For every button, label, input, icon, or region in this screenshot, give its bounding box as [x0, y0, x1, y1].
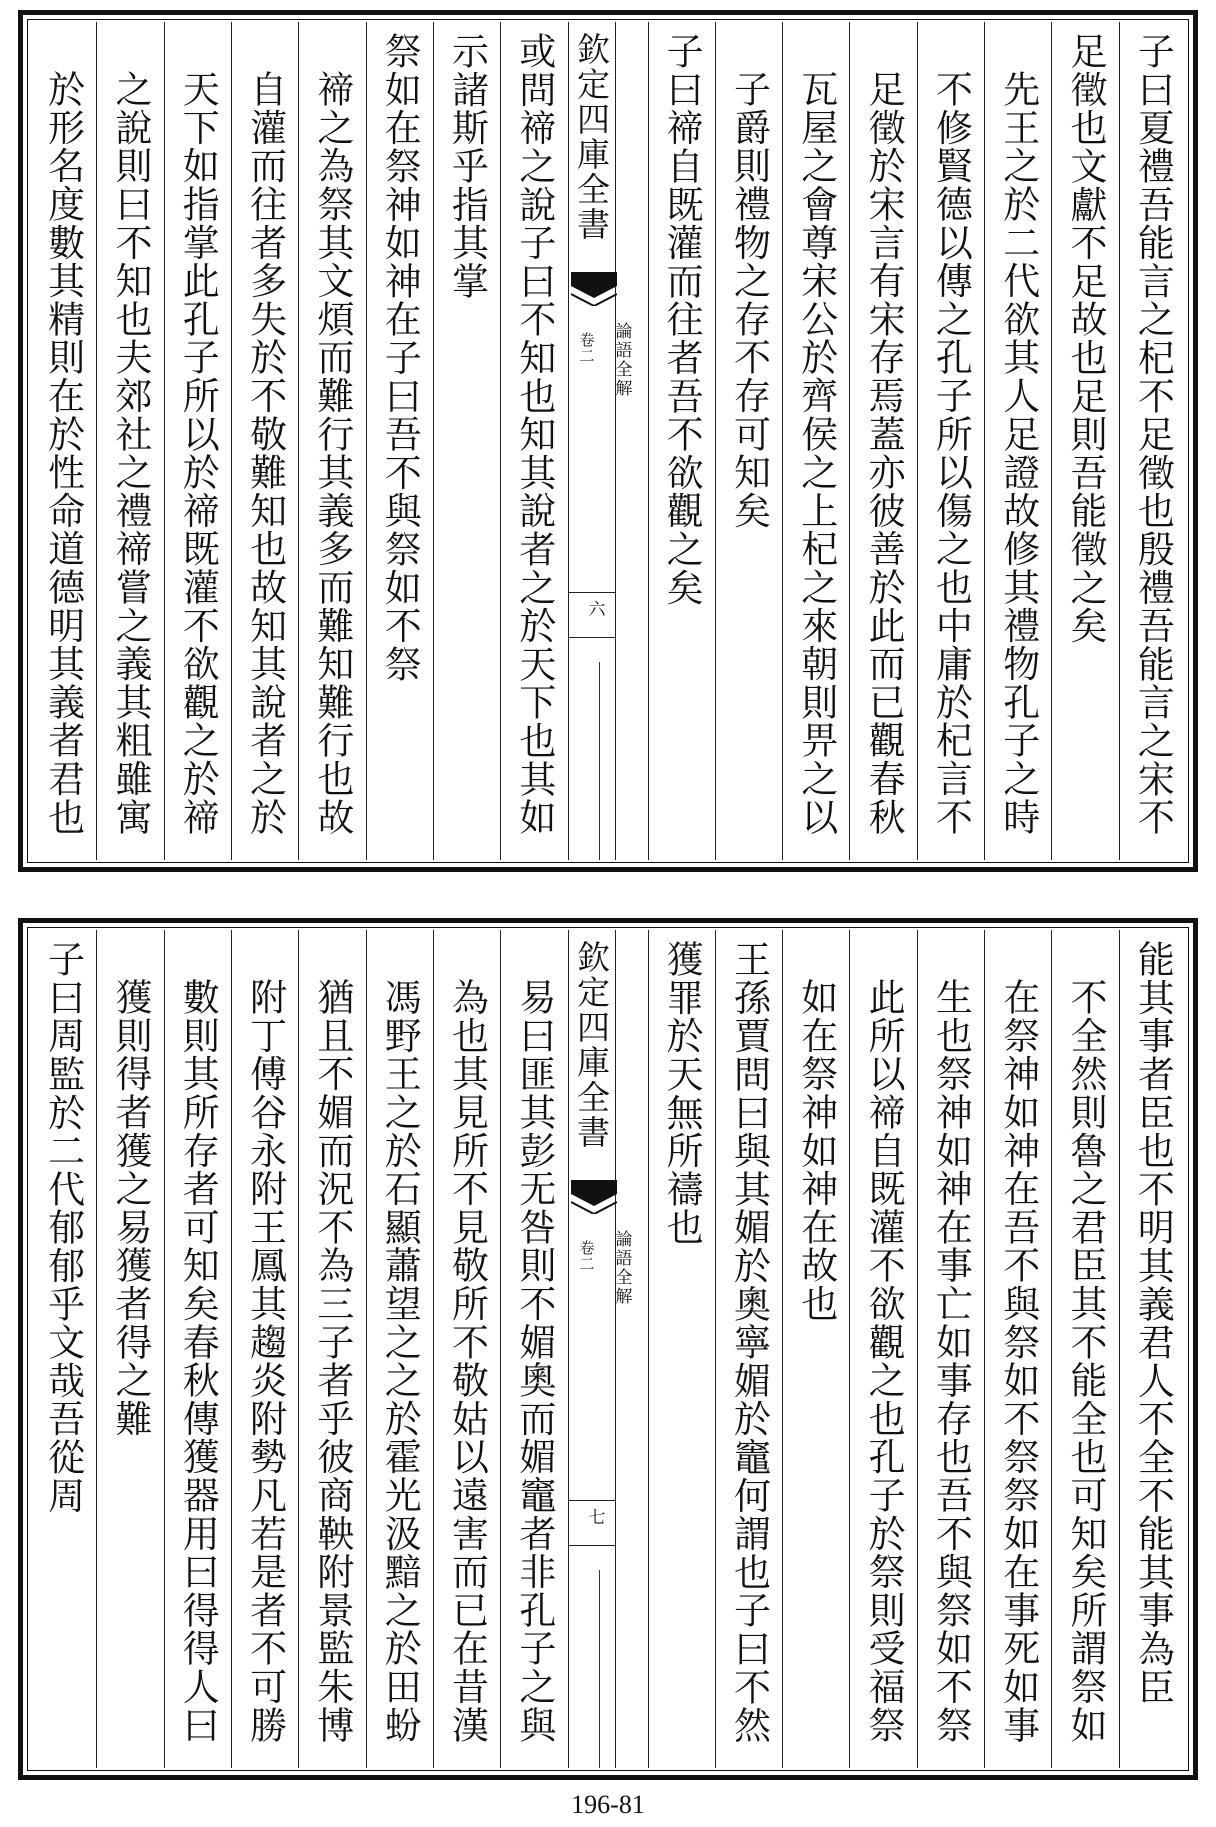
top-fish-tail-icon	[571, 272, 617, 306]
bottom-center-rule	[569, 1500, 615, 1501]
top-page-number: 六	[588, 600, 607, 620]
top-text-column: 之說則曰不知也夫郊社之禮禘嘗之義其粗雖寓	[96, 22, 163, 860]
top-text-column: 或問禘之說子曰不知也知其說者之於天下也其如	[500, 22, 567, 860]
top-juan-label: 卷二	[577, 332, 596, 364]
top-text-column: 祭如在祭神如神在子曰吾不與祭如不祭	[366, 22, 433, 860]
bottom-juan-label: 卷二	[577, 1240, 596, 1272]
bottom-text-column: 王孫賈問曰與其媚於奧寧媚於竈何謂也子曰不然	[715, 930, 782, 1768]
top-text-column: 先王之於二代欲其人足證故修其禮物孔子之時	[984, 22, 1051, 860]
top-text-column: 子曰禘自既灌而往者吾不欲觀之矣	[648, 22, 715, 860]
bottom-fish-tail-icon	[571, 1180, 617, 1214]
bottom-library-title: 欽定四庫全書	[572, 940, 611, 1150]
top-center-label	[568, 22, 648, 860]
top-text-column: 自灌而往者多失於不敬難知也故知其說者之於	[231, 22, 298, 860]
top-text-column: 天下如指掌此孔子所以於禘既灌不欲觀之於禘	[164, 22, 231, 860]
bottom-text-column: 能其事者臣也不明其義君人不全不能其事為臣	[1119, 930, 1186, 1768]
top-text-column: 瓦屋之會尊宋公於齊侯之上杞之來朝則畀之以	[782, 22, 849, 860]
bottom-text-column: 附丁傅谷永附王鳳其趨炎附勢凡若是者不可勝	[231, 930, 298, 1768]
bottom-page-number: 七	[588, 1508, 607, 1528]
bottom-text-column: 如在祭神如神在故也	[782, 930, 849, 1768]
top-center-rule	[569, 637, 615, 638]
bottom-center-line	[599, 1570, 600, 1768]
top-center-rule	[569, 592, 615, 593]
top-text-column: 禘之為祭其文煩而難行其義多而難知難行也故	[298, 22, 365, 860]
top-page	[18, 10, 1198, 872]
top-text-column: 子爵則禮物之存不存可知矣	[715, 22, 782, 860]
top-text-column: 不修賢德以傳之孔子所以傷之也中庸於杞言不	[917, 22, 984, 860]
top-text-column: 子曰夏禮吾能言之杞不足徵也殷禮吾能言之宋不	[1119, 22, 1186, 860]
top-book-title: 論語全解	[611, 322, 632, 398]
top-text-column: 足徵於宋言有宋存焉蓋亦彼善於此而已觀春秋	[849, 22, 916, 860]
bottom-text-column: 子曰周監於二代郁郁乎文哉吾從周	[41, 940, 85, 1515]
bottom-center-label	[568, 930, 648, 1768]
top-library-title: 欽定四庫全書	[572, 32, 611, 242]
top-text-column: 於形名度數其精則在於性命道德明其義者君也	[41, 70, 85, 836]
top-center-line	[599, 662, 600, 860]
bottom-text-column: 猶且不媚而況不為三子者乎彼商鞅附景監朱博	[298, 930, 365, 1768]
top-page-columns	[30, 22, 1186, 860]
top-center-divider	[615, 22, 616, 860]
bottom-text-column: 為也其見所不見敬所不敬姑以遠害而已在昔漢	[433, 930, 500, 1768]
bottom-book-title: 論語全解	[611, 1230, 632, 1306]
bottom-center-rule	[569, 1545, 615, 1546]
bottom-page-columns	[30, 930, 1186, 1768]
bottom-text-column: 在祭神如神在吾不與祭如不祭祭如在事死如事	[984, 930, 1051, 1768]
bottom-center-divider	[615, 930, 616, 1768]
bottom-text-column: 此所以禘自既灌不欲觀之也孔子於祭則受福祭	[849, 930, 916, 1768]
bottom-text-column: 獲罪於天無所禱也	[648, 930, 715, 1768]
top-text-column: 足徵也文獻不足故也足則吾能徵之矣	[1051, 22, 1118, 860]
bottom-text-column: 數則其所存者可知矣春秋傳獲器用曰得得人曰	[164, 930, 231, 1768]
bottom-text-column: 易曰匪其彭无咎則不媚奧而媚竈者非孔子之與	[500, 930, 567, 1768]
bottom-text-column: 獲則得者獲之易獲者得之難	[96, 930, 163, 1768]
top-text-column: 示諸斯乎指其掌	[433, 22, 500, 860]
bottom-text-column: 不全然則魯之君臣其不能全也可知矣所謂祭如	[1051, 930, 1118, 1768]
bottom-page	[18, 918, 1198, 1780]
page-footer-number: 196-81	[571, 1790, 645, 1819]
bottom-text-column: 生也祭神如神在事亡如事存也吾不與祭如不祭	[917, 930, 984, 1768]
bottom-text-column: 馮野王之於石顯蕭望之之於霍光汲黯之於田蚡	[366, 930, 433, 1768]
